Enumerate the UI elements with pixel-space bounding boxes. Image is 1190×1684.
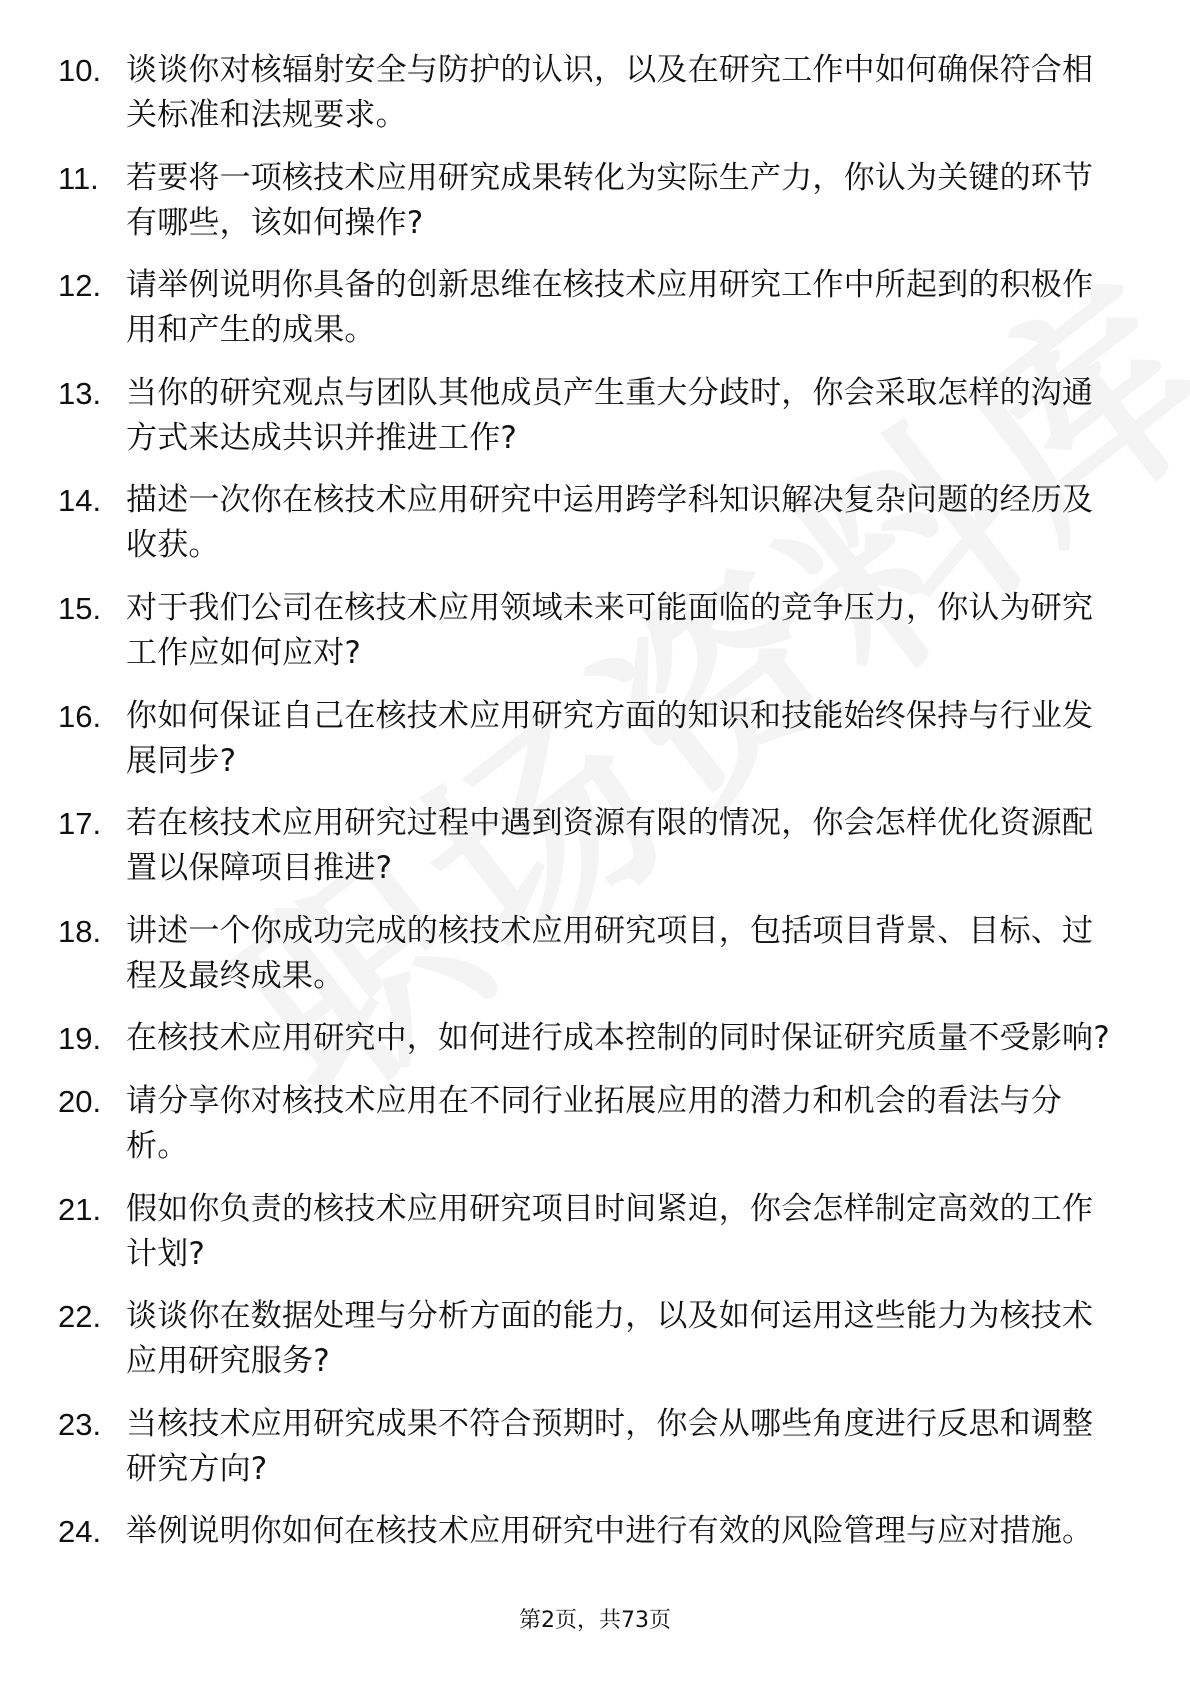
question-item [58,1187,1118,1277]
question-number: 14. [58,483,102,519]
question-number: 10. [58,53,102,88]
question-item [58,801,1118,891]
question-text: 请分享你对核技术应用在不同行业拓展应用的潜力和机会的看法与分析。 [126,1082,1062,1164]
question-number: 20. [58,1083,102,1119]
question-item [58,1402,1118,1492]
question-number: 21. [58,1191,102,1227]
question-item [58,586,1118,676]
question-text: 若要将一项核技术应用研究成果转化为实际生产力，你认为关键的环节有哪些，该如何操作? [126,159,1094,241]
question-item [58,909,1118,999]
question-text: 讲述一个你成功完成的核技术应用研究项目，包括项目背景、目标、过程及最终成果。 [126,912,1094,994]
question-item [58,371,1118,461]
question-text: 请举例说明你具备的创新思维在核技术应用研究工作中所起到的积极作用和产生的成果。 [126,267,1094,349]
question-number: 15. [58,590,102,626]
question-list [58,48,1118,1572]
question-number: 18. [58,913,102,949]
question-item [58,156,1118,246]
question-number: 11. [58,160,99,196]
question-item [58,1016,1118,1061]
question-text: 若在核技术应用研究过程中遇到资源有限的情况，你会怎样优化资源配置以保障项目推进? [126,805,1094,887]
question-item [58,48,1118,138]
question-text: 描述一次你在核技术应用研究中运用跨学科知识解决复杂问题的经历及收获。 [126,482,1094,564]
question-number: 17. [58,806,102,842]
question-text: 举例说明你如何在核技术应用研究中进行有效的风险管理与应对措施。 [126,1513,1094,1550]
page-footer: 第2页，共73页 [519,1608,671,1633]
question-number: 13. [58,375,102,411]
question-text: 当核技术应用研究成果不符合预期时，你会从哪些角度进行反思和调整研究方向? [126,1405,1094,1487]
question-text: 在核技术应用研究中，如何进行成本控制的同时保证研究质量不受影响? [126,1020,1110,1057]
question-text: 谈谈你在数据处理与分析方面的能力，以及如何运用这些能力为核技术应用研究服务? [126,1298,1094,1380]
question-number: 23. [58,1406,102,1442]
question-item [58,694,1118,784]
question-text: 当你的研究观点与团队其他成员产生重大分歧时，你会采取怎样的沟通方式来达成共识并推进工作? [126,374,1094,456]
question-item [58,478,1118,568]
question-item [58,1509,1118,1554]
question-number: 12. [58,268,102,304]
question-number: 24. [58,1514,102,1550]
question-text: 你如何保证自己在核技术应用研究方面的知识和技能始终保持与行业发展同步? [126,697,1094,779]
question-number: 22. [58,1299,102,1335]
question-number: 19. [58,1021,102,1057]
question-number: 16. [58,698,102,734]
question-text: 谈谈你对核辐射安全与防护的认识，以及在研究工作中如何确保符合相关标准和法规要求。 [126,52,1094,133]
question-text: 假如你负责的核技术应用研究项目时间紧迫，你会怎样制定高效的工作计划? [126,1190,1094,1272]
question-text: 对于我们公司在核技术应用领域未来可能面临的竞争压力，你认为研究工作应如何应对? [126,589,1094,671]
question-item [58,1294,1118,1384]
question-item [58,263,1118,353]
question-item [58,1079,1118,1169]
